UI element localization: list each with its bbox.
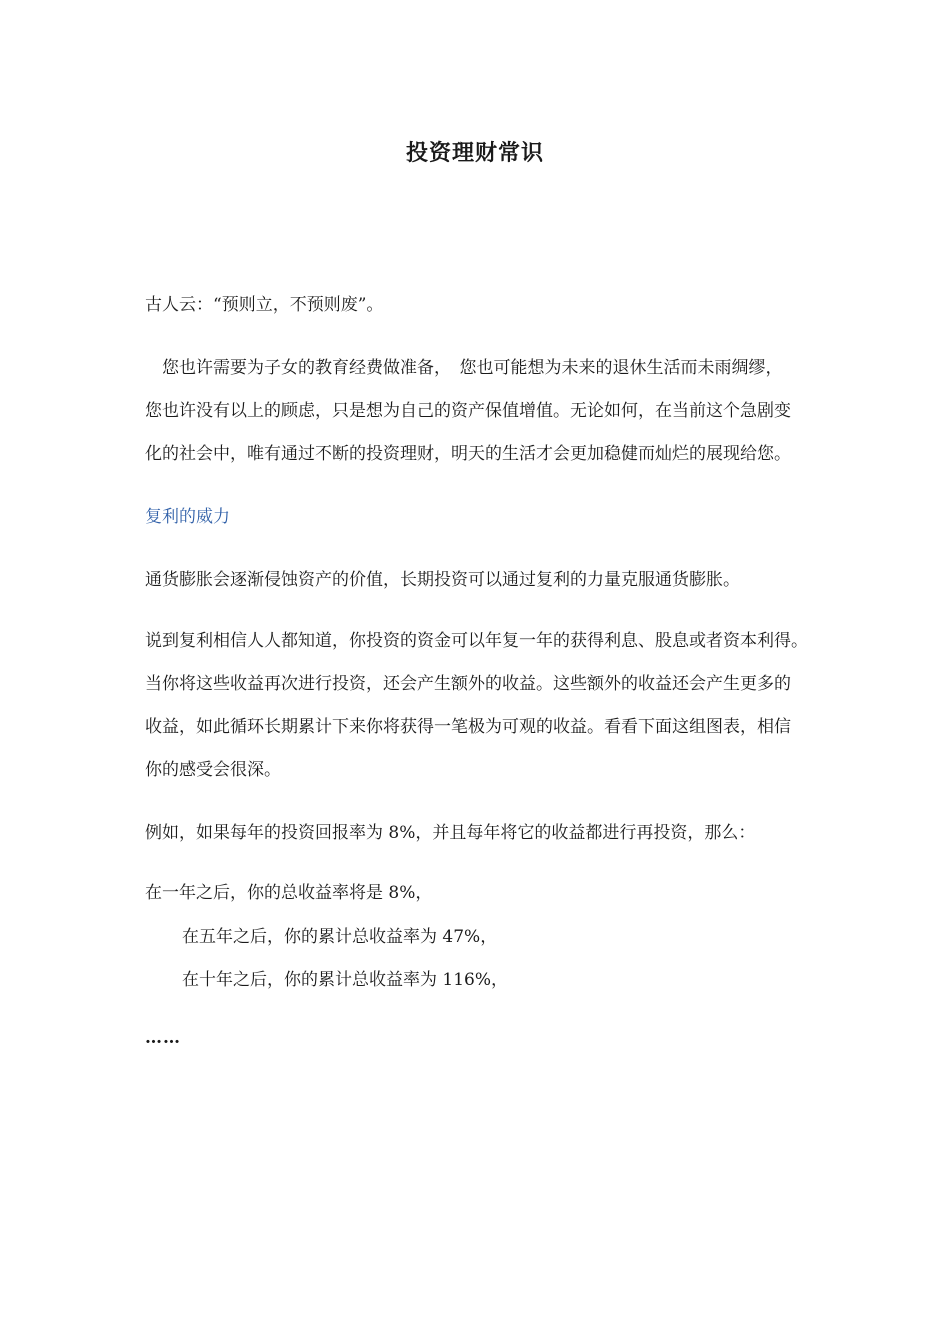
- compound-line-1: 说到复利相信人人都知道，你投资的资金可以年复一年的获得利息、股息或者资本利得。: [145, 631, 808, 651]
- intro-line-1: 您也许需要为子女的教育经费做准备， 您也可能想为未来的退休生活而未雨绸缪，: [145, 358, 783, 378]
- page-title: 投资理财常识: [405, 140, 544, 166]
- intro-line-2: 您也许没有以上的顾虑，只是想为自己的资产保值增值。无论如何，在当前这个急剧变: [145, 401, 791, 421]
- example-text: 例如，如果每年的投资回报率为 8%，并且每年将它的收益都进行再投资，那么：: [145, 823, 756, 843]
- result-one-year: 在一年之后，你的总收益率将是 8%，: [145, 883, 433, 903]
- result-ten-years: 在十年之后，你的累计总收益率为 116%，: [182, 970, 509, 990]
- quote-text: 古人云：“预则立，不预则废”。: [145, 295, 384, 315]
- section-heading[interactable]: 复利的威力: [145, 507, 230, 527]
- result-five-years: 在五年之后，你的累计总收益率为 47%，: [182, 927, 498, 947]
- compound-line-4: 你的感受会很深。: [145, 760, 281, 780]
- ellipsis: ……: [145, 1028, 181, 1048]
- compound-line-2: 当你将这些收益再次进行投资，还会产生额外的收益。这些额外的收益还会产生更多的: [145, 674, 791, 694]
- intro-line-3: 化的社会中，唯有通过不断的投资理财，明天的生活才会更加稳健而灿烂的展现给您。: [145, 444, 791, 464]
- paragraph-inflation: 通货膨胀会逐渐侵蚀资产的价值，长期投资可以通过复利的力量克服通货膨胀。: [145, 570, 740, 590]
- compound-line-3: 收益，如此循环长期累计下来你将获得一笔极为可观的收益。看看下面这组图表，相信: [145, 717, 791, 737]
